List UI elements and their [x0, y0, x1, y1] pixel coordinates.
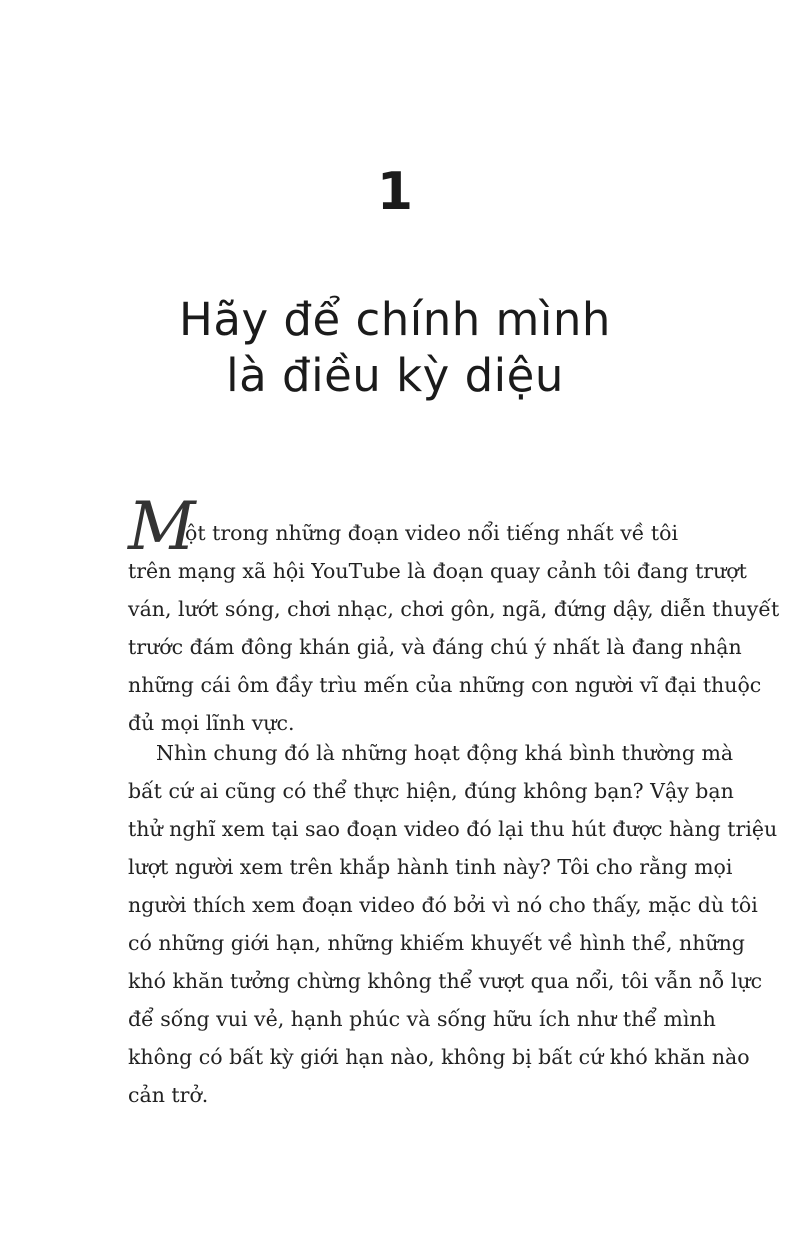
paragraph-line: bất cứ ai cũng có thể thực hiện, đúng không bạn? Vậy bạn	[128, 779, 734, 803]
paragraph-line: người thích xem đoạn video đó bởi vì nó cho thấy, mặc dù tôi	[128, 893, 758, 917]
paragraph-line: cản trở.	[128, 1083, 209, 1107]
paragraph-line: ván, lướt sóng, chơi nhạc, chơi gôn, ngã, đứng dậy, diễn thuyết	[128, 597, 780, 621]
paragraph-line: có những giới hạn, những khiếm khuyết về hình thể, những	[128, 931, 745, 955]
paragraph-line: trước đám đông khán giả, và đáng chú ý nhất là đang nhận	[128, 635, 742, 659]
chapter-title-line: Hãy để chính mình	[179, 293, 611, 346]
paragraph-line: lượt người xem trên khắp hành tinh này? Tôi cho rằng mọi	[128, 855, 733, 879]
paragraph-line: trên mạng xã hội YouTube là đoạn quay cảnh tôi đang trượt	[128, 559, 747, 583]
paragraph-line-text: ột trong những đoạn video nổi tiếng nhất về tôi	[185, 521, 679, 545]
paragraph-2	[128, 734, 778, 1114]
drop-cap: M	[128, 488, 192, 565]
chapter-number: 1	[376, 162, 414, 222]
paragraph-line: Nhìn chung đó là những hoạt động khá bình thường mà	[156, 741, 734, 765]
paragraph-line: đủ mọi lĩnh vực.	[128, 711, 295, 735]
paragraph-line	[128, 488, 688, 565]
paragraph-line: không có bất kỳ giới hạn nào, không bị bất cứ khó khăn nào	[128, 1045, 750, 1069]
paragraph-line: để sống vui vẻ, hạnh phúc và sống hữu ích như thể mình	[128, 1007, 716, 1031]
paragraph-line: những cái ôm đầy trìu mến của những con người vĩ đại thuộc	[128, 673, 762, 697]
paragraph-line: khó khăn tưởng chừng không thể vượt qua nổi, tôi vẫn nỗ lực	[128, 969, 763, 993]
paragraph-line: thử nghĩ xem tại sao đoạn video đó lại thu hút được hàng triệu	[128, 817, 778, 841]
chapter-title	[0, 292, 790, 404]
chapter-title-line: là điều kỳ diệu	[226, 349, 564, 402]
paragraph-1	[128, 488, 780, 742]
